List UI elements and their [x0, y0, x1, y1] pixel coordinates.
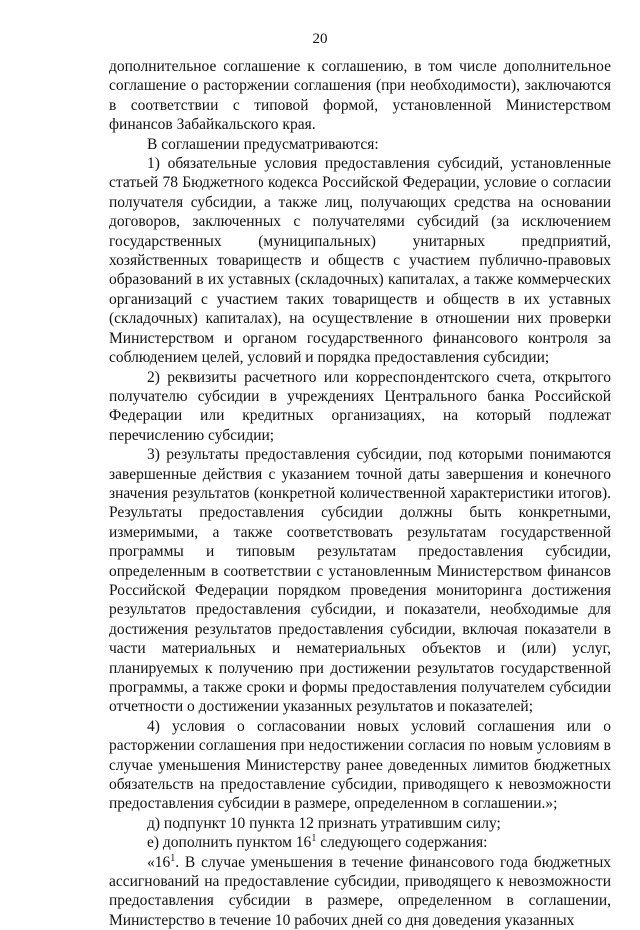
paragraph-continuation: дополнительное соглашение к соглашению, в том числе дополнительное соглашение о расторжении соглашения (при необходимости), заключаются в соответствии с типовой формой, установленной Министерством финансов Забайкальского края.	[109, 58, 611, 134]
paragraph-agreement-intro: В соглашении предусматриваются:	[147, 135, 379, 153]
paragraph-item-d: д) подпункт 10 пункта 12 признать утратившим силу;	[147, 814, 501, 832]
quote-text: . В случае уменьшения в течение финансового года бюджетных ассигнований на предоставление субсидии, приводящего к невозможности предоставления субсидии в размере, определенном в соглашении, Министерство в течение 10 рабочих дней со дня доведения указанных	[109, 853, 611, 929]
paragraph-item-2: 2) реквизиты расчетного или корреспондентского счета, открытого получателю субсидии в учреждениях Центрального банка Российской Федерации или кредитных организациях, на который подлежат перечислению субсидии;	[109, 368, 611, 444]
paragraph-item-4: 4) условия о согласовании новых условий соглашения или о расторжении соглашения при недостижении согласия по новым условиям в случае уменьшения Министерству ранее доведенных лимитов бюджетных обязательств на предоставление субсидии, приводящего к невозможности предоставления субсидии в размере, определенном в соглашении.»;	[109, 717, 611, 813]
page-number: 20	[312, 31, 328, 47]
item-e-text: е) дополнить пунктом 16	[147, 834, 312, 852]
paragraph-quote-16-1	[109, 853, 611, 930]
quote-superscript: 1	[170, 852, 176, 864]
item-e-tail: следующего содержания:	[316, 834, 488, 852]
paragraph-item-3: 3) результаты предоставления субсидии, под которыми понимаются завершенные действия с указанием точной даты завершения и конечного значения результатов (конкретной количественной характеристики итогов). Результаты предоставления субсидии должны быть конкретными, измеримыми, а также соответствовать результатам государственной программы и типовым результатам предоставления субсидии, определенным в соответствии с установленным Министерством финансов Российской Федерации порядком проведения мониторинга достижения результатов предоставления субсидии, и показатели, необходимые для достижения результатов предоставления субсидии, включая показатели в части материальных и нематериальных объектов и (или) услуг, планируемых к получению при достижении результатов государственной программы, а также сроки и формы предоставления получателем субсидии отчетности о достижении указанных результатов и показателей;	[109, 446, 611, 716]
paragraph-item-1: 1) обязательные условия предоставления субсидий, установленные статьей 78 Бюджетного кодекса Российской Федерации, условие о согласии получателя субсидии, а также лиц, получающих средства на основании договоров, заключенных с получателями субсидий (за исключением государственных (муниципальных) унитарных предприятий, хозяйственных товариществ и обществ с участием публично-правовых образований в их уставных (складочных) капиталах, а также коммерческих организаций с участием таких товариществ и обществ в их уставных (складочных) капиталах), на осуществление в отношении них проверки Министерством и органом государственного финансового контроля за соблюдением целей, условий и порядка предоставления субсидии;	[109, 155, 611, 367]
document-body	[109, 57, 611, 930]
quote-open: «16	[147, 853, 171, 871]
paragraph-item-e	[109, 833, 611, 852]
item-e-superscript: 1	[311, 833, 317, 845]
